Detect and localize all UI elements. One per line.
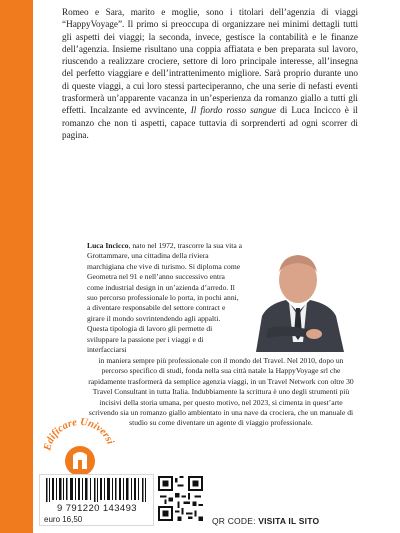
price: euro 16,50 (44, 515, 83, 524)
synopsis-text-1: Romeo e Sara, marito e moglie, sono i titolari dell’agenzia di viaggi “HappyVoyage”. Il primo si preoccupa di organizzare nei minimi dettagli tutti gli aspetti dei viaggi; la seconda, invece, gestisce la contabilità e le finanze dell’agenzia. Insieme risultano una coppia affiatata e ben preparata sul lavoro, riuscendo a realizzare crociere, settore di loro principale interesse, all’insegna del perfetto viaggiare e dell’intrattenimento migliore. Sarà proprio durante uno di queste viaggi, a cui loro stessi parteciperanno, che una serie di nefasti eventi trasformerà un’apparente vacanza in un’esperienza da romanzo giallo a tutti gli effetti. Incalzante ed avvincente, (62, 7, 358, 116)
isbn-number: 9 791220 143493 (57, 503, 137, 514)
qr-code[interactable] (158, 476, 203, 521)
barcode-area (39, 474, 154, 526)
publisher-logo (42, 413, 118, 483)
author-photo (248, 242, 358, 352)
visit-site-link[interactable]: VISITA IL SITO (258, 516, 320, 526)
qr-code-label[interactable] (212, 516, 319, 526)
qr-label-prefix: QR CODE: (212, 516, 259, 526)
book-title-italic: Il fiordo rosso sangue (190, 105, 277, 116)
synopsis-text-2: di Luca Incicco è il romanzo che non ti aspetti, capace tuttavia di sorprenderti ad ogni scorrer di pagina. (62, 105, 358, 140)
isbn-barcode (46, 478, 147, 502)
author-bio-text-top: , nato nel 1972, trascorre la sua vita a Grottammare, una cittadina della riviera marchigiana che vive di turismo. Si diploma come Geometra nel 91 e nell’anno successivo entra come industrial design in un’azienda d’arredo. Il suo percorso professionale lo porta, in pochi anni, a diventare responsabile del settore contract e girare il mondo sovrintendendo agli appalti. Questa tipologia di lavoro gli permette di sviluppare la passione per i viaggi e di interfacciarsi (87, 241, 243, 355)
author-bio-text-bottom: in maniera sempre più professionale con il mondo del Travel. Nel 2010, dopo un percorso specifico di studi, fonda nella sua città natale la HappyVoyage srl che rapidamente trasformerà da semplice agenzia viaggi, in un Travel Network con oltre 30 Travel Consultant in tutta Italia. Indubbiamente la scrittura è uno degli strumenti più incisivi della storia umana, per questo motivo, nel 2023, si cimenta in quest’arte scrivendo sia un romanzo giallo ambientato in una nave da crociera, che un manuale di studio su come diventare un agente di viaggio professionale. (88, 356, 354, 428)
publisher-logo-text: Edificare Universi (42, 416, 116, 452)
book-synopsis (62, 6, 358, 141)
author-name: Luca Incicco (87, 241, 129, 250)
orange-side-stripe (0, 0, 33, 533)
author-bio-top (87, 241, 242, 355)
author-bio-bottom (87, 356, 355, 429)
